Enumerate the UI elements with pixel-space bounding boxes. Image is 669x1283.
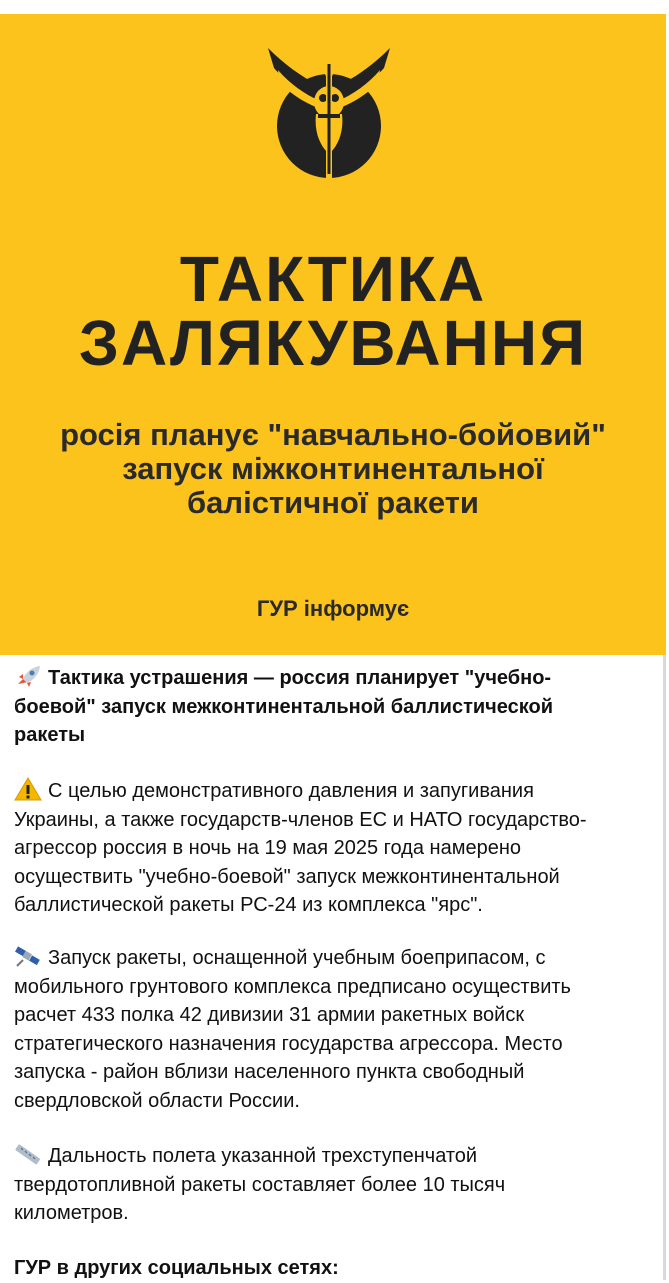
headline-line-2: боевой" запуск межконтинентальной баллистической	[14, 695, 554, 718]
range-line-1	[14, 1142, 654, 1171]
launch-line-5: запуска - район вблизи населенного пункта свободный	[14, 1061, 525, 1083]
headline-line-3: ракеты	[14, 724, 86, 746]
message-paragraph-warning	[14, 777, 654, 920]
poster-subtitle-line2: запуск міжконтинентальної	[122, 451, 544, 486]
warning-line-4: осуществить "учебно-боевой" запуск межконтинентальной	[14, 865, 560, 888]
range-line-2: твердотопливной ракеты составляет более 10 тысяч	[14, 1173, 506, 1196]
top-spacer	[0, 0, 669, 14]
poster-title-line2: ЗАЛЯКУВАННЯ	[78, 307, 588, 379]
range-line-3: километров.	[14, 1202, 129, 1224]
poster-image[interactable]	[0, 14, 666, 655]
poster-source-label: ГУР інформує	[256, 596, 410, 621]
headline-text-1: Тактика устрашения — россия планирует "учебно-	[48, 667, 552, 689]
rocket-icon	[14, 664, 42, 688]
message-headline	[14, 664, 654, 750]
range-text-1: Дальность полета указанной трехступенчатой	[48, 1145, 478, 1167]
launch-line-1	[14, 944, 654, 973]
warning-line-1	[14, 777, 654, 806]
launch-line-3: расчет 433 полка 42 дивизии 31 армии ракетных войск	[14, 1004, 525, 1026]
warning-text-1: С целью демонстративного давления и запугивания	[48, 780, 534, 802]
warning-line-3: агрессор россия в ночь на 19 мая 2025 года намерено	[14, 837, 521, 859]
poster-subtitle-line3: балістичної ракети	[187, 485, 479, 520]
message-social-heading	[14, 1254, 654, 1283]
social-heading-line: ГУР в других социальных сетях:	[14, 1257, 339, 1279]
launch-line-4: стратегического назначения государства агрессора. Место	[14, 1032, 563, 1055]
ruler-icon	[14, 1142, 42, 1166]
warning-line-2: Украины, а также государств-членов ЕС и НАТО государство-	[14, 808, 587, 831]
headline-line-1	[14, 664, 654, 693]
satellite-icon	[14, 944, 42, 968]
poster-subtitle-line1: росія планує "навчально-бойовий"	[60, 417, 606, 452]
launch-line-6: свердловской области России.	[14, 1089, 300, 1112]
poster-title-line1: ТАКТИКА	[179, 243, 487, 315]
owl-sword-emblem-icon	[264, 40, 394, 184]
message-paragraph-range	[14, 1142, 654, 1228]
warning-icon	[14, 777, 42, 801]
launch-line-2: мобильного грунтового комплекса предписано осуществить	[14, 975, 571, 998]
launch-text-1: Запуск ракеты, оснащенной учебным боеприпасом, с	[48, 947, 546, 969]
message-paragraph-launch	[14, 944, 654, 1115]
warning-line-5: баллистической ракеты РС-24 из комплекса "ярс".	[14, 894, 483, 916]
